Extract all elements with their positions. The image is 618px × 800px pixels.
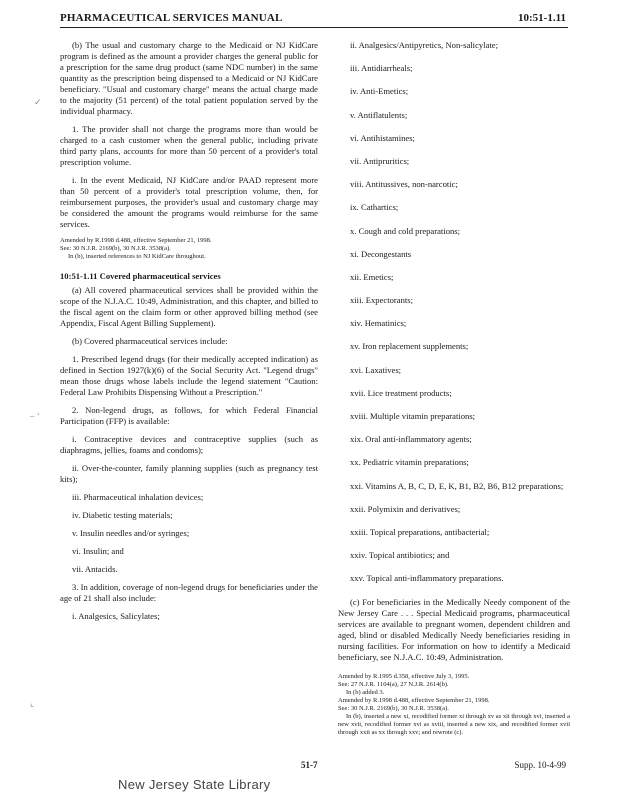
amendment-line: Amended by R.1998 d.488, effective September 21, 1998. [338,696,490,704]
paragraph-b-covered: (b) Covered pharmaceutical services include: [72,336,228,346]
list-item: xx. Pediatric vitamin preparations; [350,457,469,468]
list-item: iii. Antidiarrheals; [350,63,413,74]
paragraph-c: (c) For beneficiaries in the Medically Needy component of the New Jersey Care . . . Special Medicaid programs, pharmaceutical services are available to pregnant women, dependent children and aged, blind or disabled Medically Needy beneficiaries residing in nursing facilities. For information on how to identify a Medicaid beneficiary, see N.J.A.C. 10:49, Administration. [338,596,570,662]
amendment-line: Amended by R.1998 d.488, effective September 21, 1998. [60,237,212,244]
list-item: xi. Decongestants [350,248,412,259]
list-item: xiv. Hematinics; [350,318,407,329]
section-heading: 10:51-1.11 Covered pharmaceutical services [60,271,221,281]
paragraph-b: (b) The usual and customary charge to the Medicaid or NJ KidCare program is defined as the amount a provider charges the general public for a prescription for the same drug product (same NDC number) in the same quantity as the prescription being dispensed to a Medicaid or NJ KidCare beneficiary. "Usual and customary charge" means the actual charge made to the majority (51 percent) of the total patient population served by the individual pharmacy. [60,40,318,116]
list-item: xvii. Lice treatment products; [350,387,452,398]
left-column [60,40,318,622]
list-item: v. Insulin needles and/or syringes; [72,528,190,538]
right-column [338,40,570,737]
margin-check-mark: ✓ [34,97,42,107]
running-header-title: PHARMACEUTICAL SERVICES MANUAL [60,12,283,24]
page-number: 51-7 [301,760,318,770]
list-item: xxv. Topical anti-inflammatory preparations. [350,573,504,584]
paragraph-i: i. In the event Medicaid, NJ KidCare and/or PAAD represent more than 50 percent of a provider's total prescription volume, then, for reimbursement purposes, the provider's usual and customary charge may be considered the amount the programs would reimburse for the same services. [60,175,318,229]
list-item: xxi. Vitamins A, B, C, D, E, K, B1, B2, B6, B12 preparations; [350,480,564,491]
list-item: i. Contraceptive devices and contraceptive supplies (such as diaphragms, jellies, foams and condoms); [60,434,318,455]
list-item: xxii. Polymixin and derivatives; [350,503,461,514]
list-item: xv. Iron replacement supplements; [350,341,469,352]
amendment-line: See: 30 N.J.R. 2169(b), 30 N.J.R. 3538(a). [60,245,171,252]
amendment-line: In (b), inserted references to NJ KidCare throughout. [68,253,206,260]
amendment-line: See: 27 N.J.R. 1104(a), 27 N.J.R. 2614(b). [338,680,449,688]
list-item: xiii. Expectorants; [350,295,414,306]
list-item: i. Analgesics, Salicylates; [72,611,160,621]
amendment-line: In (b), inserted a new xi, recodified former xi through xv as xii through xvi, inserted a new xvii, recodified former xvi as xviii, inserted a new xix, and recodified former xvii through xxii as xx through xxv; and rewrote (c). [338,712,570,736]
list-item: vii. Antacids. [72,564,118,574]
header-rule [60,27,568,28]
margin-mark-bottom: ⌞ [30,698,35,708]
list-item: v. Antiflatulents; [350,109,408,120]
list-item: xii. Emetics; [350,271,394,282]
list-item: viii. Antitussives, non-narcotic; [350,179,458,190]
amendment-line: See: 30 N.J.R. 2169(b), 30 N.J.R. 3538(a). [338,704,449,712]
list-item: ii. Analgesics/Antipyretics, Non-salicylate; [350,40,498,50]
list-item: iii. Pharmaceutical inhalation devices; [72,492,204,502]
list-item: vii. Antipruritics; [350,155,410,166]
list-item: xxiii. Topical preparations, antibacterial; [350,526,490,537]
amendment-line: Amended by R.1995 d.358, effective July 3, 1995. [338,672,470,680]
list-item: xix. Oral anti-inflammatory agents; [350,434,472,445]
margin-mark: ‒ ‘ [30,411,40,421]
list-item: ix. Cathartics; [350,202,399,213]
list-item: x. Cough and cold preparations; [350,225,461,236]
paragraph-b-1: 1. Prescribed legend drugs (for their medically accepted indication) as defined in Section 1927(k)(6) of the Social Security Act. "Legend drugs" mean those drugs whose labels include the legend statement "Caution: Federal Law Prohibits Dispensing Without a Prescription." [60,354,318,397]
running-header-section: 10:51-1.11 [518,12,566,24]
amendment-note [338,673,570,737]
list-item: vi. Antihistamines; [350,132,415,143]
list-item: xvi. Laxatives; [350,364,402,375]
list-item: xviii. Multiple vitamin preparations; [350,411,476,421]
paragraph-b-2: 2. Non-legend drugs, as follows, for which Federal Financial Participation (FFP) is available: [60,405,318,426]
amendment-line: In (b) added 3. [346,688,385,696]
paragraph-3: 3. In addition, coverage of non-legend drugs for beneficiaries under the age of 21 shall also include: [60,582,318,603]
paragraph-1: 1. The provider shall not charge the programs more than would be charged to a cash customer when the general public, including private third party plans, accounts for more than 50 percent of a provider's total prescription volume. [60,124,318,167]
list-item: iv. Anti-Emetics; [350,86,409,97]
list-item: iv. Diabetic testing materials; [72,510,173,520]
supplement-date: Supp. 10-4-99 [514,760,566,770]
list-item: ii. Over-the-counter, family planning supplies (such as pregnancy test kits); [60,463,318,484]
library-stamp: New Jersey State Library [118,777,271,792]
list-item: xxiv. Topical antibiotics; and [350,550,450,561]
list-item: vi. Insulin; and [72,546,124,556]
amendment-note [60,237,318,261]
paragraph-a: (a) All covered pharmaceutical services shall be provided within the scope of the N.J.A.C. 10:49, Administration, and this chapter, and billed to the fiscal agent on the claim form or other approved billing method (see Appendix, Fiscal Agent Billing Supplement). [60,285,318,328]
